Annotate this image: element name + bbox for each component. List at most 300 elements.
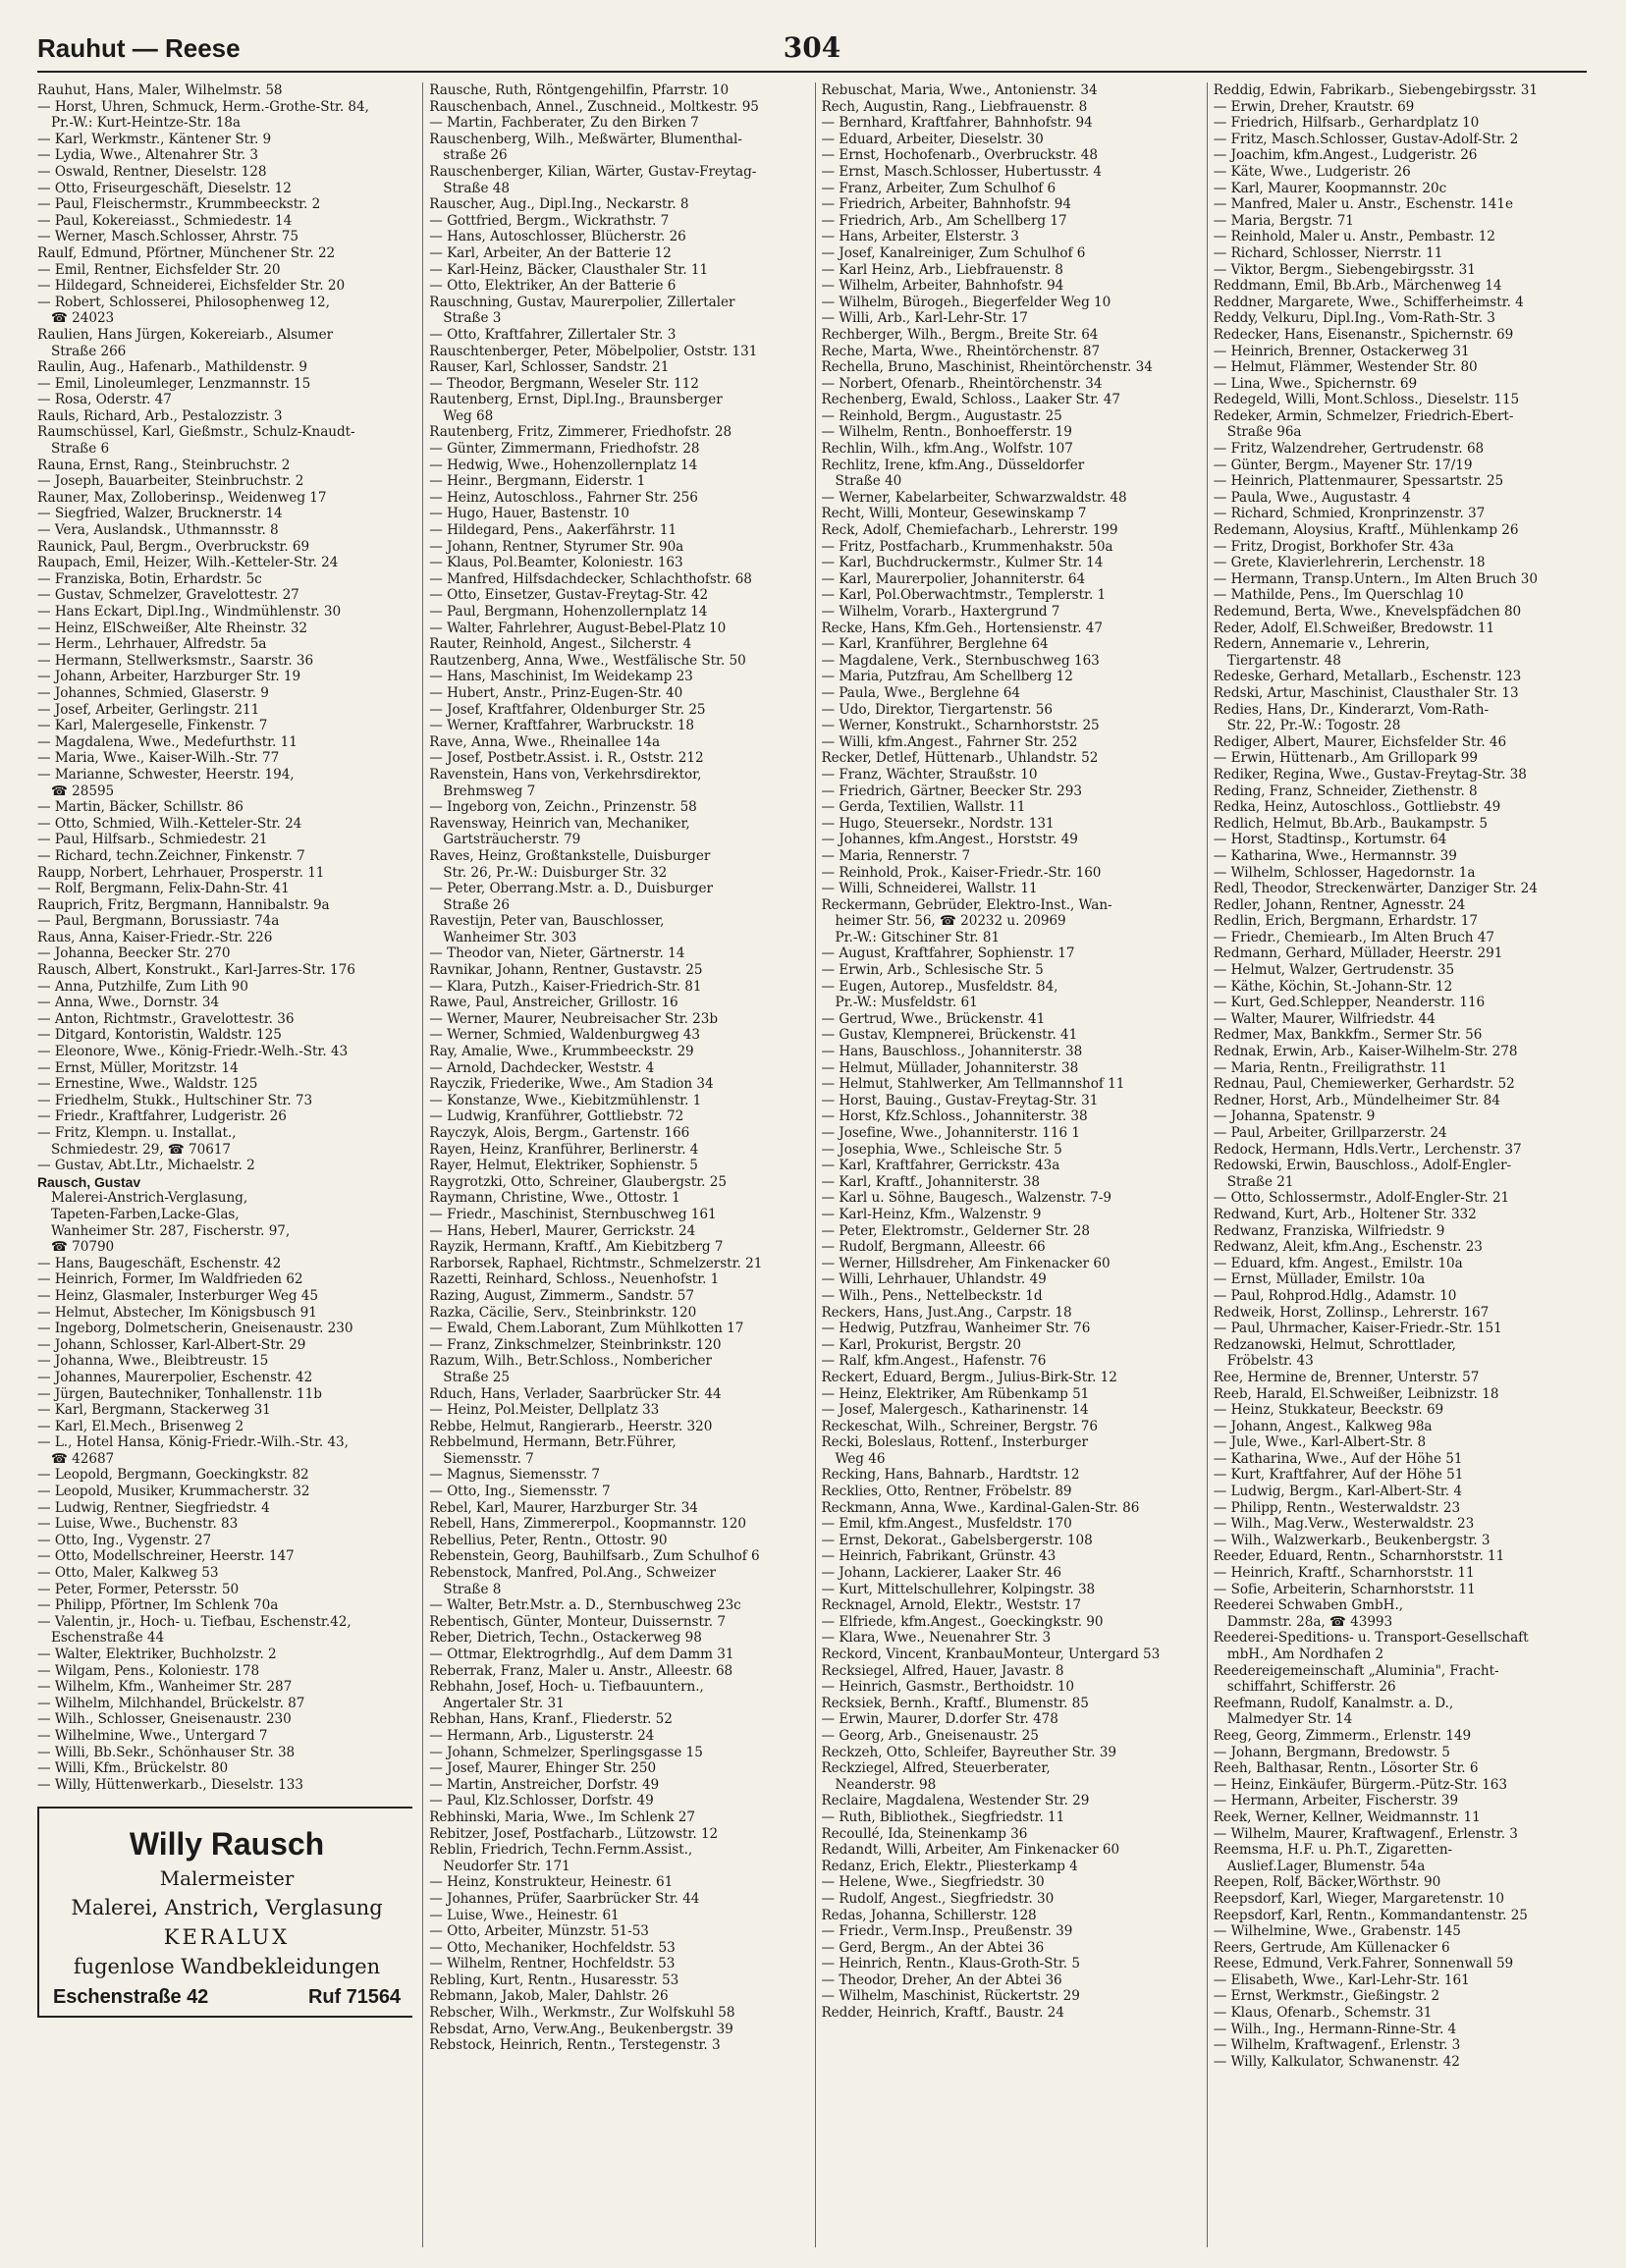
- directory-entry: Tapeten-Farben,Lacke-Glas,: [51, 1206, 240, 1222]
- directory-entry: — Gustav, Schmelzer, Gravelottestr. 27: [37, 587, 299, 604]
- column-1-entries: [37, 82, 412, 1793]
- directory-entry: — Helene, Wwe., Siegfriedstr. 30: [821, 1874, 1045, 1891]
- directory-entry: — Willi, Bb.Sekr., Schönhauser Str. 38: [37, 1744, 296, 1760]
- directory-entry: — Johann, Lackierer, Laaker Str. 46: [821, 1565, 1061, 1582]
- directory-entry: Rebstock, Heinrich, Rentn., Terstegenstr. 3: [429, 2037, 721, 2054]
- column-3: [815, 82, 1197, 2247]
- directory-entry: — Joseph, Bauarbeiter, Steinbruchstr. 2: [37, 473, 304, 490]
- directory-entry: — Martin, Bäcker, Schillstr. 86: [37, 799, 244, 816]
- directory-entry: — Helmut, Flämmer, Westender Str. 80: [1213, 359, 1478, 376]
- directory-entry: — Günter, Bergm., Mayener Str. 17/19: [1213, 457, 1473, 473]
- directory-entry: — Johann, Arbeiter, Harzburger Str. 19: [37, 669, 301, 685]
- directory-entry: — Horst, Kfz.Schloss., Johanniterstr. 38: [821, 1108, 1088, 1125]
- directory-entry: — Emil, Rentner, Eichsfelder Str. 20: [37, 261, 281, 278]
- directory-entry: Reder, Adolf, El.Schweißer, Bredowstr. 11: [1213, 620, 1495, 636]
- directory-entry: Rauschtenberger, Peter, Möbelpolier, Oststr. 131: [429, 343, 758, 359]
- column-4-entries: [1214, 82, 1589, 2070]
- directory-entry: Rebenstein, Georg, Bauhilfsarb., Zum Schulhof 6: [429, 1548, 760, 1565]
- directory-entry: — Emil, kfm.Angest., Musfeldstr. 170: [821, 1516, 1072, 1533]
- directory-entry: — Heinrich, Plattenmaurer, Spessartstr. 25: [1213, 473, 1504, 490]
- directory-entry: Rauter, Reinhold, Angest., Silcherstr. 4: [429, 636, 692, 653]
- directory-entry: Ree, Hermine de, Brenner, Unterstr. 57: [1213, 1369, 1480, 1385]
- directory-entry: — Friedrich, Arb., Am Schellberg 17: [821, 212, 1067, 229]
- directory-entry: — Käthe, Köchin, St.-Johann-Str. 12: [1213, 978, 1453, 995]
- directory-entry: — Otto, Ing., Vygenstr. 27: [37, 1532, 212, 1548]
- header-range: Rauhut — Reese: [37, 33, 241, 63]
- directory-entry: — Hermann, Transp.Untern., Im Alten Bruch 30: [1213, 570, 1538, 587]
- directory-entry: — Gertrud, Wwe., Brückenstr. 41: [821, 1010, 1046, 1027]
- directory-entry: — Walter, Maurer, Wilfriedstr. 44: [1213, 1010, 1436, 1027]
- directory-entry: — Richard, techn.Zeichner, Finkenstr. 7: [37, 847, 305, 864]
- directory-entry: Rechberger, Wilh., Bergm., Breite Str. 64: [821, 326, 1099, 343]
- directory-entry: Neanderstr. 98: [835, 1776, 937, 1793]
- directory-entry: — Wilhelm, Schlosser, Hagedornstr. 1a: [1213, 864, 1476, 881]
- directory-entry: Rebsdat, Arno, Verw.Ang., Beukenbergstr. 39: [429, 2021, 733, 2037]
- directory-entry: Pr.-W.: Kurt-Heintze-Str. 18a: [51, 115, 241, 132]
- directory-entry: Reddmann, Emil, Bb.Arb., Märchenweg 14: [1213, 278, 1502, 295]
- directory-entry: — Erwin, Arb., Schlesische Str. 5: [821, 962, 1044, 979]
- directory-entry: Redler, Johann, Rentner, Agnesstr. 24: [1213, 896, 1466, 913]
- directory-entry: mbH., Am Nordhafen 2: [1226, 1647, 1384, 1662]
- directory-entry: Fröbelstr. 43: [1226, 1353, 1314, 1370]
- directory-entry: Reese, Edmund, Verk.Fahrer, Sonnenwall 59: [1213, 1956, 1514, 1972]
- directory-entry: — Theodor, Dreher, An der Abtei 36: [821, 1971, 1062, 1988]
- directory-entry: Redern, Annemarie v., Lehrerin,: [1213, 636, 1431, 653]
- directory-entry: — Werner, Maurer, Neubreisacher Str. 23b: [429, 1010, 719, 1027]
- directory-entry: Redanz, Erich, Elektr., Pliesterkamp 4: [821, 1858, 1078, 1874]
- directory-entry: — Wilhelm, Bürogeh., Biegerfelder Weg 10: [821, 294, 1111, 310]
- directory-entry: — Karl, Bergmann, Stackerweg 31: [37, 1402, 271, 1419]
- directory-entry: Rauhut, Hans, Maler, Wilhelmstr. 58: [37, 82, 283, 98]
- directory-entry: — Otto, Maler, Kalkweg 53: [37, 1565, 219, 1582]
- directory-entry: — Grete, Klavierlehrerin, Lerchenstr. 18: [1213, 555, 1486, 571]
- directory-entry: — Hans, Arbeiter, Elsterstr. 3: [821, 229, 1019, 245]
- directory-entry: Rauser, Karl, Schlosser, Sandstr. 21: [429, 359, 670, 376]
- directory-entry: Str. 22, Pr.-W.: Togostr. 28: [1226, 718, 1401, 734]
- directory-entry: — Katharina, Wwe., Auf der Höhe 51: [1213, 1450, 1463, 1467]
- directory-entry: — Friedr., Chemiearb., Im Alten Bruch 47: [1213, 929, 1494, 945]
- directory-entry: Raunick, Paul, Bergm., Overbruckstr. 69: [37, 538, 310, 555]
- directory-entry: — Wilh., Mag.Verw., Westerwaldstr. 23: [1213, 1516, 1475, 1533]
- directory-entry: — Ludwig, Rentner, Siegfriedstr. 4: [37, 1499, 270, 1516]
- directory-entry: — Werner, Kraftfahrer, Warbruckstr. 18: [429, 718, 695, 734]
- directory-entry: Brehmsweg 7: [443, 783, 536, 799]
- directory-entry: — Manfred, Maler u. Anstr., Eschenstr. 141e: [1213, 196, 1513, 213]
- directory-entry: — Rosa, Oderstr. 47: [37, 392, 172, 408]
- directory-entry: — Ernst, Werkmstr., Gießingstr. 2: [1213, 1988, 1440, 2005]
- directory-entry: — Otto, Friseurgeschäft, Dieselstr. 12: [37, 180, 292, 196]
- directory-entry: schiffahrt, Schifferstr. 26: [1226, 1679, 1396, 1696]
- directory-entry: — Fritz, Postfacharb., Krummenhakstr. 50a: [821, 538, 1113, 555]
- directory-entry: — Magnus, Siemensstr. 7: [429, 1467, 600, 1484]
- directory-entry: Rechlitz, Irene, kfm.Ang., Düsseldorfer: [821, 457, 1085, 473]
- directory-entry: — Kurt, Ged.Schlepper, Neanderstr. 116: [1213, 995, 1486, 1011]
- directory-entry: — Karl, Maurerpolier, Johanniterstr. 64: [821, 570, 1086, 587]
- directory-entry: — Hans Eckart, Dipl.Ing., Windmühlenstr. 30: [37, 604, 342, 620]
- directory-entry: Rebell, Hans, Zimmererpol., Koopmannstr. 120: [429, 1516, 746, 1533]
- directory-entry: Redlin, Erich, Bergmann, Erhardstr. 17: [1213, 913, 1478, 930]
- directory-entry: — Gottfried, Bergm., Wickrathstr. 7: [429, 212, 670, 229]
- directory-entry: — Paul, Hilfsarb., Schmiedestr. 21: [37, 832, 268, 848]
- directory-entry: Recki, Boleslaus, Rottenf., Insterburger: [821, 1434, 1088, 1451]
- directory-entry: Rauschenbach, Annel., Zuschneid., Moltkestr. 95: [429, 98, 759, 115]
- directory-entry: — Werner, Schmied, Waldenburgweg 43: [429, 1027, 700, 1044]
- directory-entry: — Johann, Schmelzer, Sperlingsgasse 15: [429, 1744, 703, 1760]
- directory-entry: — Hugo, Hauer, Bastenstr. 10: [429, 506, 630, 522]
- directory-entry: — Reinhold, Prok., Kaiser-Friedr.-Str. 160: [821, 864, 1102, 881]
- directory-entry: — Theodor van, Nieter, Gärtnerstr. 14: [429, 945, 685, 962]
- directory-entry: Rednak, Erwin, Arb., Kaiser-Wilhelm-Str. 278: [1213, 1044, 1518, 1060]
- directory-entry: Redwanz, Franziska, Wilfriedstr. 9: [1213, 1222, 1445, 1239]
- directory-entry: — Bernhard, Kraftfahrer, Bahnhofstr. 94: [821, 115, 1093, 132]
- directory-entry: — Gerda, Textilien, Wallstr. 11: [821, 799, 1026, 816]
- directory-entry: — Karl, Kranführer, Berglehne 64: [821, 636, 1049, 653]
- directory-entry: — Heinz, Pol.Meister, Dellplatz 33: [429, 1402, 660, 1419]
- directory-entry: — Josef, Kraftfahrer, Oldenburger Str. 25: [429, 701, 706, 718]
- directory-entry: — Hans, Heberl, Maurer, Gerrickstr. 24: [429, 1222, 696, 1239]
- directory-entry: Rauschenberger, Kilian, Wärter, Gustav-Freytag-: [429, 163, 757, 180]
- directory-entry: Reblin, Friedrich, Techn.Fernm.Assist.,: [429, 1842, 693, 1859]
- directory-entry: Razing, August, Zimmerm., Sandstr. 57: [429, 1287, 694, 1304]
- directory-entry: Redemann, Aloysius, Kraftf., Mühlenkamp 26: [1213, 522, 1519, 539]
- directory-entry: — Marianne, Schwester, Heerstr. 194,: [37, 766, 295, 783]
- directory-entry: — Reinhold, Maler u. Anstr., Pembastr. 12: [1213, 229, 1495, 245]
- ad-subtitle: Malermeister: [159, 1866, 295, 1891]
- directory-entry: Reepen, Rolf, Bäcker,Wörthstr. 90: [1213, 1874, 1441, 1891]
- directory-entry: Rawe, Paul, Anstreicher, Grillostr. 16: [429, 995, 678, 1011]
- directory-entry: — Sofie, Arbeiterin, Scharnhorststr. 11: [1213, 1581, 1476, 1597]
- directory-entry: — Karl, Pol.Oberwachtmstr., Templerstr. 1: [821, 587, 1107, 604]
- directory-entry: — Horst, Stadtinsp., Kortumstr. 64: [1213, 832, 1447, 848]
- directory-entry: — Johanna, Spatenstr. 9: [1213, 1108, 1376, 1125]
- directory-entry: — Elisabeth, Wwe., Karl-Lehr-Str. 161: [1213, 1971, 1470, 1988]
- directory-entry: — Hedwig, Putzfrau, Wanheimer Str. 76: [821, 1321, 1091, 1337]
- directory-entry: Raus, Anna, Kaiser-Friedr.-Str. 226: [37, 929, 273, 945]
- directory-entry: — Martin, Fachberater, Zu den Birken 7: [429, 115, 699, 132]
- directory-entry: — Friedr., Verm.Insp., Preußenstr. 39: [821, 1923, 1073, 1940]
- directory-entry: Str. 26, Pr.-W.: Duisburger Str. 32: [443, 864, 668, 881]
- directory-entry: — Paul, Rohprod.Hdlg., Adamstr. 10: [1213, 1287, 1457, 1304]
- directory-entry: Neudorfer Str. 171: [443, 1858, 570, 1874]
- directory-entry: — Franz, Wächter, Straußstr. 10: [821, 766, 1038, 783]
- directory-entry: Raulien, Hans Jürgen, Kokereiarb., Alsumer: [37, 326, 334, 343]
- directory-entry: — Ernst, Dekorat., Gabelsbergerstr. 108: [821, 1532, 1093, 1548]
- directory-entry: — Heinrich, Kraftf., Scharnhorststr. 11: [1213, 1565, 1475, 1582]
- directory-entry: — Günter, Zimmermann, Friedhofstr. 28: [429, 441, 700, 458]
- directory-entry: Weg 46: [835, 1450, 886, 1467]
- directory-entry: — Norbert, Ofenarb., Rheintörchenstr. 34: [821, 375, 1103, 392]
- directory-entry: Reemsma, H.F. u. Ph.T., Zigaretten-: [1213, 1842, 1453, 1859]
- directory-entry: — Anton, Richtmstr., Gravelottestr. 36: [37, 1010, 295, 1027]
- directory-entry: — Otto, Elektriker, An der Batterie 6: [429, 278, 677, 295]
- directory-entry: — Wilgam, Pens., Koloniestr. 178: [37, 1662, 260, 1679]
- directory-entry: Redeske, Gerhard, Metallarb., Eschenstr. 123: [1213, 669, 1522, 685]
- directory-entry: Reckziegel, Alfred, Steuerberater,: [821, 1760, 1051, 1777]
- directory-entry: Redweik, Horst, Zollinsp., Lehrerstr. 167: [1213, 1304, 1490, 1321]
- directory-entry: — Paul, Bergmann, Borussiastr. 74a: [37, 913, 280, 930]
- directory-entry: — Hubert, Anstr., Prinz-Eugen-Str. 40: [429, 684, 683, 701]
- column-1: [37, 82, 412, 2247]
- directory-entry: Rediger, Albert, Maurer, Eichsfelder Str. 46: [1213, 733, 1507, 750]
- directory-entry: — Friedrich, Arbeiter, Bahnhofstr. 94: [821, 196, 1071, 213]
- directory-entry: — Wilhelm, Rentn., Bonhoefferstr. 19: [821, 424, 1072, 441]
- directory-entry: Reddner, Margarete, Wwe., Schifferheimstr. 4: [1213, 294, 1524, 310]
- directory-entry: — Fritz, Walzendreher, Gertrudenstr. 68: [1213, 441, 1485, 458]
- directory-entry: — Karl, Kraftf., Johanniterstr. 38: [821, 1173, 1040, 1190]
- directory-entry: Reederei-Speditions- u. Transport-Gesellschaft: [1213, 1630, 1529, 1647]
- directory-entry: — Klaus, Ofenarb., Schemstr. 31: [1213, 2005, 1433, 2022]
- directory-entry: — Friedr., Kraftfahrer, Ludgeristr. 26: [37, 1108, 287, 1125]
- directory-entry: — Hans, Autoschlosser, Blücherstr. 26: [429, 229, 686, 245]
- directory-entry: — Otto, Schlossermstr., Adolf-Engler-Str. 21: [1213, 1190, 1510, 1207]
- directory-entry: Rautzenberg, Anna, Wwe., Westfälische Str. 50: [429, 652, 746, 669]
- directory-entry: Redmer, Max, Bankkfm., Sermer Str. 56: [1213, 1027, 1483, 1044]
- directory-entry: — Peter, Former, Petersstr. 50: [37, 1581, 240, 1597]
- directory-entry: Reckzeh, Otto, Schleifer, Bayreuther Str. 39: [821, 1744, 1116, 1760]
- directory-entry: Recker, Detlef, Hüttenarb., Uhlandstr. 52: [821, 750, 1099, 767]
- directory-entry: — Karl u. Söhne, Baugesch., Walzenstr. 7-9: [821, 1190, 1111, 1207]
- directory-entry: Ravensway, Heinrich van, Mechaniker,: [429, 815, 690, 832]
- directory-entry: Straße 21: [1226, 1173, 1294, 1190]
- directory-entry: — Heinrich, Gasmstr., Berthoidstr. 10: [821, 1679, 1075, 1696]
- directory-entry: — Josef, Postbetr.Assist. i. R., Oststr. 212: [429, 750, 704, 767]
- directory-entry: Reeder, Eduard, Rentn., Scharnhorststr. 11: [1213, 1548, 1505, 1565]
- directory-entry: Redmann, Gerhard, Müllader, Heerstr. 291: [1213, 945, 1503, 962]
- directory-entry: — Willi, Kfm., Brückelstr. 80: [37, 1760, 229, 1777]
- directory-entry: — Horst, Uhren, Schmuck, Herm.-Grothe-Str. 84,: [37, 98, 369, 115]
- directory-entry: — Johann, Bergmann, Bredowstr. 5: [1213, 1744, 1450, 1760]
- directory-entry: ☎ 70790: [51, 1239, 115, 1256]
- directory-entry: Gartsträucherstr. 79: [443, 832, 581, 848]
- directory-entry: — Katharina, Wwe., Hermannstr. 39: [1213, 847, 1457, 864]
- directory-entry: — Käte, Wwe., Ludgeristr. 26: [1213, 163, 1411, 180]
- directory-entry: — Gustav, Klempnerei, Brückenstr. 41: [821, 1027, 1078, 1044]
- directory-entry: Wanheimer Str. 287, Fischerstr. 97,: [51, 1222, 291, 1239]
- directory-entry: Raulin, Aug., Hafenarb., Mathildenstr. 9: [37, 359, 307, 376]
- directory-entry: Raymann, Christine, Wwe., Ottostr. 1: [429, 1190, 680, 1207]
- directory-entry: — Paul, Klz.Schlosser, Dorfstr. 49: [429, 1793, 654, 1809]
- directory-entry: — Robert, Schlosserei, Philosophenweg 12,: [37, 294, 330, 310]
- directory-entry: Ravnikar, Johann, Rentner, Gustavstr. 25: [429, 962, 703, 979]
- directory-entry: ☎ 42687: [51, 1450, 115, 1467]
- directory-entry: ☎ 24023: [51, 310, 115, 327]
- directory-entry: Redies, Hans, Dr., Kinderarzt, Vom-Rath-: [1213, 701, 1490, 718]
- directory-entry: Rayen, Heinz, Kranführer, Berlinerstr. 4: [429, 1141, 699, 1158]
- directory-entry: — Maria, Rennerstr. 7: [821, 847, 971, 864]
- directory-entry: Razum, Wilh., Betr.Schloss., Nombericher: [429, 1353, 712, 1370]
- directory-entry: — Philipp, Rentn., Westerwaldstr. 23: [1213, 1499, 1461, 1516]
- directory-entry: — Walter, Fahrlehrer, August-Bebel-Platz 10: [429, 620, 727, 636]
- directory-entry: — Paul, Fleischermstr., Krummbeeckstr. 2: [37, 196, 321, 213]
- directory-entry: — Karl Heinz, Arb., Liebfrauenstr. 8: [821, 261, 1063, 278]
- directory-entry: — Hermann, Stellwerksmstr., Saarstr. 36: [37, 652, 314, 669]
- directory-entry: — Wilhelm, Kraftwagenf., Erlenstr. 3: [1213, 2037, 1461, 2054]
- directory-entry: Redwand, Kurt, Arb., Holtener Str. 332: [1213, 1206, 1477, 1222]
- directory-entry: Reckers, Hans, Just.Ang., Carpstr. 18: [821, 1304, 1072, 1321]
- directory-entry: — Ingeborg, Dolmetscherin, Gneisenaustr. 230: [37, 1321, 353, 1337]
- directory-entry: — Heinz, Autoschloss., Fahrner Str. 256: [429, 489, 698, 506]
- directory-entry: — Manfred, Hilfsdachdecker, Schlachthofstr. 68: [429, 570, 752, 587]
- directory-entry: — Valentin, jr., Hoch- u. Tiefbau, Eschenstr.42,: [37, 1613, 352, 1630]
- directory-entry: Redlich, Helmut, Bb.Arb., Baukampstr. 5: [1213, 815, 1488, 832]
- directory-entry: — Karl, Prokurist, Bergstr. 20: [821, 1336, 1022, 1353]
- directory-entry: — Paula, Wwe., Berglehne 64: [821, 684, 1020, 701]
- directory-entry: — Johannes, Prüfer, Saarbrücker Str. 44: [429, 1890, 700, 1907]
- directory-entry: — August, Kraftfahrer, Sophienstr. 17: [821, 945, 1075, 962]
- directory-entry: — Helmut, Müllader, Johanniterstr. 38: [821, 1059, 1079, 1076]
- directory-entry: — Willy, Kalkulator, Schwanenstr. 42: [1213, 2053, 1460, 2070]
- directory-entry: — Rudolf, Angest., Siegfriedstr. 30: [821, 1890, 1055, 1907]
- directory-entry: Raves, Heinz, Großtankstelle, Duisburger: [429, 847, 711, 864]
- directory-entry: Reddig, Edwin, Fabrikarb., Siebengebirgsstr. 31: [1213, 82, 1539, 98]
- directory-entry: — Fritz, Masch.Schlosser, Gustav-Adolf-Str. 2: [1213, 131, 1519, 147]
- directory-entry: Raumschüssel, Karl, Gießmstr., Schulz-Knaudt-: [37, 424, 355, 441]
- directory-entry: Ravestijn, Peter van, Bauschlosser,: [429, 913, 665, 930]
- directory-entry: Rebhinski, Maria, Wwe., Im Schlenk 27: [429, 1809, 695, 1825]
- directory-entry: Redandt, Willi, Arbeiter, Am Finkenacker 60: [821, 1842, 1120, 1859]
- running-head: [37, 27, 1587, 73]
- directory-entry: — Josef, Maurer, Ehinger Str. 250: [429, 1760, 657, 1777]
- directory-entry: Rauprich, Fritz, Bergmann, Hannibalstr. 9a: [37, 896, 330, 913]
- directory-entry: — Fritz, Drogist, Borkhofer Str. 43a: [1213, 538, 1454, 555]
- directory-entry: — Otto, Ing., Siemensstr. 7: [429, 1484, 611, 1500]
- directory-entry: Ravenstein, Hans von, Verkehrsdirektor,: [429, 766, 702, 783]
- directory-entry: Schmiedestr. 29, ☎ 70617: [51, 1141, 232, 1158]
- directory-entry: — Helmut, Abstecher, Im Königsbusch 91: [37, 1304, 317, 1321]
- directory-entry: — Willy, Hüttenwerkarb., Dieselstr. 133: [37, 1776, 303, 1793]
- directory-entry: — Wilh., Schlosser, Gneisenaustr. 230: [37, 1711, 292, 1728]
- directory-entry: — Leopold, Musiker, Krummacherstr. 32: [37, 1484, 310, 1500]
- directory-entry: — Willi, Schneiderei, Wallstr. 11: [821, 881, 1038, 897]
- directory-entry: Rechella, Bruno, Maschinist, Rheintörchenstr. 34: [821, 359, 1153, 376]
- directory-entry: Rautenberg, Ernst, Dipl.Ing., Braunsberger: [429, 392, 723, 408]
- directory-entry: Rechlin, Wilh., kfm.Ang., Wolfstr. 107: [821, 441, 1073, 458]
- ad-phone: Ruf 71564: [307, 1986, 401, 2009]
- directory-entry: — Helmut, Stahlwerker, Am Tellmannshof 11: [821, 1076, 1125, 1093]
- directory-entry: — Leopold, Bergmann, Goeckingkstr. 82: [37, 1467, 309, 1484]
- directory-entry: — Johannes, kfm.Angest., Horststr. 49: [821, 832, 1078, 848]
- directory-entry: Rautenberg, Fritz, Zimmerer, Friedhofstr. 28: [429, 424, 732, 441]
- directory-entry: Straße 96a: [1226, 424, 1302, 441]
- directory-entry: — Siegfried, Walzer, Brucknerstr. 14: [37, 506, 283, 522]
- directory-entry: Recke, Hans, Kfm.Geh., Hortensienstr. 47: [821, 620, 1103, 636]
- directory-entry: Redas, Johanna, Schillerstr. 128: [821, 1907, 1037, 1923]
- directory-entry: Malerei-Anstrich-Verglasung,: [51, 1190, 248, 1207]
- directory-entry: — Paul, Arbeiter, Grillparzerstr. 24: [1213, 1125, 1447, 1141]
- directory-entry: — Kurt, Mittelschullehrer, Kolpingstr. 38: [821, 1581, 1096, 1597]
- column-2: [422, 82, 804, 2247]
- directory-entry: Straße 3: [443, 310, 502, 327]
- directory-entry: Redeker, Armin, Schmelzer, Friedrich-Ebert-: [1213, 407, 1514, 424]
- directory-entry: Rarborsek, Raphael, Richtmstr., Schmelzerstr. 21: [429, 1255, 763, 1271]
- directory-entry: Reepsdorf, Karl, Rentn., Kommandantenstr. 25: [1213, 1907, 1528, 1923]
- directory-entry: Rednau, Paul, Chemiewerker, Gerhardstr. 52: [1213, 1076, 1515, 1093]
- directory-entry: — Hermann, Arb., Ligusterstr. 24: [429, 1727, 655, 1744]
- directory-entry: — Wilhelmine, Wwe., Untergard 7: [37, 1727, 268, 1744]
- column-2-entries: [429, 82, 804, 2054]
- directory-entry: — Wilh., Walzwerkarb., Beukenbergstr. 3: [1213, 1532, 1490, 1548]
- directory-entry: Rebellius, Peter, Rentn., Ottostr. 90: [429, 1532, 668, 1548]
- directory-entry: Straße 48: [443, 180, 510, 196]
- directory-entry: — Johann, Rentner, Styrumer Str. 90a: [429, 538, 684, 555]
- directory-entry: — Karl-Heinz, Bäcker, Clausthaler Str. 11: [429, 261, 709, 278]
- directory-entry: — Heinz, ElSchweißer, Alte Rheinstr. 32: [37, 620, 308, 636]
- directory-entry: straße 26: [443, 147, 508, 164]
- directory-entry: heimer Str. 56, ☎ 20232 u. 20969: [835, 913, 1066, 930]
- directory-entry: Rayer, Helmut, Elektriker, Sophienstr. 5: [429, 1158, 698, 1174]
- directory-entry: — Rudolf, Bergmann, Alleestr. 66: [821, 1239, 1046, 1256]
- directory-entry: Tiergartenstr. 48: [1226, 652, 1341, 669]
- directory-entry: — Eduard, kfm. Angest., Emilstr. 10a: [1213, 1255, 1463, 1271]
- directory-entry: Reedereigemeinschaft „Aluminia", Fracht-: [1213, 1662, 1499, 1679]
- directory-entry: — Hans, Bauschloss., Johanniterstr. 38: [821, 1044, 1083, 1060]
- directory-entry: — Ernestine, Wwe., Waldstr. 125: [37, 1076, 258, 1093]
- columns: [37, 82, 1589, 2247]
- directory-entry: — Maria, Wwe., Kaiser-Wilh.-Str. 77: [37, 750, 280, 767]
- directory-entry: Redegeld, Willi, Mont.Schloss., Dieselstr. 115: [1213, 392, 1520, 408]
- directory-entry: Rechenberg, Ewald, Schloss., Laaker Str. 47: [821, 392, 1120, 408]
- directory-entry: — Udo, Direktor, Tiergartenstr. 56: [821, 701, 1053, 718]
- directory-entry: — Ernst, Masch.Schlosser, Hubertusstr. 4: [821, 163, 1102, 180]
- directory-entry: Reers, Gertrude, Am Küllenacker 6: [1213, 1939, 1450, 1956]
- directory-entry: Raygrotzki, Otto, Schreiner, Glaubergstr. 25: [429, 1173, 727, 1190]
- directory-entry: Recklies, Otto, Rentner, Fröbelstr. 89: [821, 1484, 1072, 1500]
- column-3-entries: [822, 82, 1197, 2022]
- advertisement-willy-rausch: [37, 1807, 412, 2018]
- directory-entry: Wanheimer Str. 303: [443, 929, 577, 945]
- directory-entry: Razetti, Reinhard, Schloss., Neuenhofstr. 1: [429, 1271, 720, 1288]
- directory-entry: — Hugo, Steuersekr., Nordstr. 131: [821, 815, 1055, 832]
- directory-entry: — Ingeborg von, Zeichn., Prinzenstr. 58: [429, 799, 697, 816]
- directory-entry: — Franziska, Botin, Erhardstr. 5c: [37, 570, 262, 587]
- ad-brand: KERALUX: [163, 1925, 291, 1950]
- directory-entry: Rduch, Hans, Verlader, Saarbrücker Str. 44: [429, 1385, 722, 1402]
- directory-entry: — Maria, Rentn., Freiligrathstr. 11: [1213, 1059, 1447, 1076]
- directory-entry: — Ottmar, Elektrogrhdlg., Auf dem Damm 31: [429, 1647, 734, 1662]
- directory-entry: Dammstr. 28a, ☎ 43993: [1226, 1613, 1393, 1630]
- directory-entry: Rebscher, Wilh., Werkmstr., Zur Wolfskuhl 58: [429, 2005, 735, 2022]
- directory-entry: Auslief.Lager, Blumenstr. 54a: [1226, 1858, 1426, 1874]
- directory-entry: — Ernst, Müller, Moritzstr. 14: [37, 1059, 239, 1076]
- directory-entry: Rebhan, Hans, Kranf., Fliederstr. 52: [429, 1711, 673, 1728]
- directory-entry: — Maria, Bergstr. 71: [1213, 212, 1354, 229]
- directory-entry: Redder, Heinrich, Kraftf., Baustr. 24: [821, 2005, 1064, 2022]
- directory-entry: — Ditgard, Kontoristin, Waldstr. 125: [37, 1027, 282, 1044]
- directory-entry: Rauschning, Gustav, Maurerpolier, Zillertaler: [429, 294, 735, 310]
- directory-entry: Rayzik, Hermann, Kraftf., Am Kiebitzberg 7: [429, 1239, 724, 1256]
- directory-entry: — Johann, Schlosser, Karl-Albert-Str. 29: [37, 1336, 306, 1353]
- column-4: [1207, 82, 1589, 2247]
- directory-entry: Reepsdorf, Karl, Wieger, Margaretenstr. 10: [1213, 1890, 1505, 1907]
- directory-entry: Reding, Franz, Schneider, Ziethenstr. 8: [1213, 783, 1478, 799]
- directory-entry: — Wilhelm, Rentner, Hochfeldstr. 53: [429, 1956, 676, 1972]
- directory-entry: — Otto, Schmied, Wilh.-Ketteler-Str. 24: [37, 815, 302, 832]
- directory-entry: Rauner, Max, Zolloberinsp., Weidenweg 17: [37, 489, 327, 506]
- directory-entry: Rebenstock, Manfred, Pol.Ang., Schweizer: [429, 1565, 716, 1582]
- directory-entry: — Karl, Maurer, Koopmannstr. 20c: [1213, 180, 1447, 196]
- directory-entry: — Viktor, Bergm., Siebengebirgsstr. 31: [1213, 261, 1476, 278]
- directory-entry: — Willi, Arb., Karl-Lehr-Str. 17: [821, 310, 1028, 327]
- directory-entry: — Friedhelm, Stukk., Hultschiner Str. 73: [37, 1092, 313, 1108]
- directory-entry: — Karl, Kraftfahrer, Gerrickstr. 43a: [821, 1158, 1060, 1174]
- directory-entry: — Walter, Betr.Mstr. a. D., Sternbuschweg 23c: [429, 1597, 741, 1614]
- directory-entry: — Walter, Elektriker, Buchholzstr. 2: [37, 1647, 277, 1662]
- directory-entry: — Hedwig, Wwe., Hohenzollernplatz 14: [429, 457, 698, 473]
- directory-entry: — Richard, Schlosser, Nierrstr. 11: [1213, 244, 1443, 261]
- directory-entry: Reeb, Harald, El.Schweißer, Leibnizstr. 18: [1213, 1385, 1499, 1402]
- directory-entry: Reeg, Georg, Zimmerm., Erlenstr. 149: [1213, 1727, 1472, 1744]
- directory-entry: — Gerd, Bergm., An der Abtei 36: [821, 1939, 1045, 1956]
